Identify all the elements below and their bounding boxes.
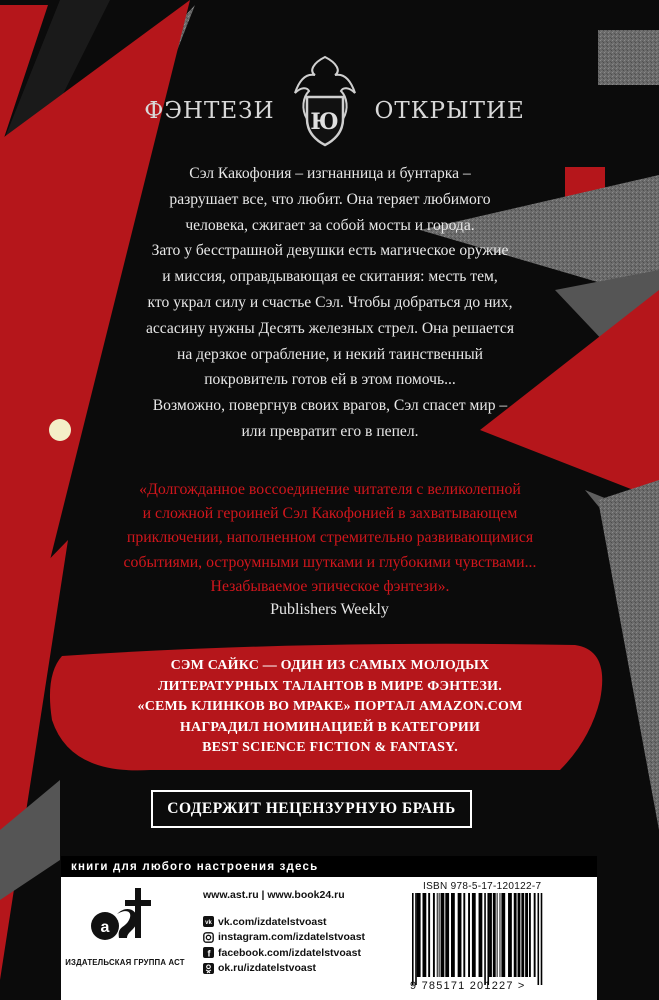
social-links [203, 914, 365, 976]
blurb-line: или превратит его в пепел. [241, 422, 419, 440]
barcode-bar [415, 893, 417, 985]
ok-icon [203, 963, 214, 974]
publisher-tagline: книги для любого настроения здесь [61, 856, 597, 877]
emblem-letter: Ю [309, 109, 340, 135]
publisher-footer [61, 856, 597, 1000]
barcode [408, 893, 584, 993]
banner-line: СЭМ САЙКС — ОДИН ИЗ САМЫХ МОЛОДЫХ [170, 658, 490, 673]
blurb-line: Зато у бесстрашной девушки есть магическое оружие [151, 242, 509, 260]
social-link-ok[interactable] [203, 961, 365, 977]
barcode-bar [472, 893, 476, 977]
review-quote [60, 478, 600, 599]
book-blurb [90, 161, 570, 445]
social-link-vk[interactable] [203, 914, 365, 930]
series-title-right: ОТКРЫТИЕ [374, 98, 525, 124]
barcode-bar [534, 893, 536, 977]
social-link-text: instagram.com/izdatelstvoast [218, 931, 366, 944]
blurb-line: Сэл Какофония – изгнанница и бунтарка – [189, 165, 471, 182]
barcode-bar [525, 893, 528, 977]
barcode-bar [445, 893, 449, 977]
svg-text:а: а [100, 919, 110, 936]
svg-text:f: f [207, 948, 211, 959]
quote-line: Незабываемое эпическое фэнтези». [210, 577, 450, 595]
blurb-line: человека, сжигает за собой мосты и города. [185, 216, 475, 234]
content-warning: СОДЕРЖИТ НЕЦЕНЗУРНУЮ БРАНЬ [151, 790, 472, 828]
social-link-text: vk.com/izdatelstvoast [218, 915, 327, 928]
barcode-bar [493, 893, 496, 977]
barcode-bar [428, 893, 430, 977]
series-title [0, 86, 659, 136]
barcode-bar [529, 893, 531, 977]
instagram-icon [203, 932, 214, 943]
barcode-bar [423, 893, 427, 977]
blurb-line: и миссия, оправдывающая ее скитания: месть тем, [162, 268, 498, 286]
barcode-bar [541, 893, 543, 985]
barcode-bar [518, 893, 521, 977]
social-link-facebook[interactable] [203, 945, 365, 961]
blurb-line: кто украл силу и счастье Сэл. Чтобы добраться до них, [147, 293, 513, 311]
blurb-line: покровитель готов ей в этом помочь... [204, 371, 456, 389]
quote-line: приключении, наполненном стремительно развивающимися [126, 529, 534, 547]
publisher-group-name: ИЗДАТЕЛЬСКАЯ ГРУППА АСТ [65, 958, 185, 967]
blurb-line: разрушает все, что любит. Она теряет любимого [169, 190, 491, 208]
facebook-icon [203, 947, 214, 958]
social-link-text: facebook.com/izdatelstvoast [218, 946, 361, 959]
barcode-bar [508, 893, 512, 977]
author-banner-text [115, 656, 545, 759]
ast-logo [83, 882, 153, 952]
barcode-digits: 9 785171 201227 > [410, 980, 526, 992]
isbn: ISBN 978-5-17-120122-7 [423, 881, 542, 892]
vk-icon [203, 916, 214, 927]
blurb-line: ассасину нужны Десять железных стрел. Она решается [145, 319, 515, 337]
barcode-bar [433, 893, 435, 977]
barcode-bar [484, 893, 486, 985]
blurb-line: Возможно, повергнув своих врагов, Сэл спасет мир – [152, 397, 508, 415]
cream-circle [49, 419, 71, 441]
barcode-bar [489, 893, 492, 977]
series-title-left: ФЭНТЕЗИ [144, 98, 275, 124]
banner-line: «СЕМЬ КЛИНКОВ ВО МРАКЕ» ПОРТАЛ AMAZON.COM [137, 699, 523, 714]
barcode-bar [437, 893, 438, 977]
barcode-bar [514, 893, 517, 977]
barcode-bar [538, 893, 540, 985]
barcode-bar [412, 893, 414, 985]
barcode-bar [497, 893, 498, 977]
quote-line: событиями, остроумными шутками и глубокими чувствами... [123, 553, 537, 571]
dragon-shield-emblem [285, 53, 365, 149]
social-link-instagram[interactable] [203, 930, 365, 946]
barcode-bar [521, 893, 524, 977]
barcode-bar [468, 893, 470, 977]
barcode-bar [487, 893, 489, 985]
barcode-bar [479, 893, 483, 977]
barcode-bar [451, 893, 455, 977]
barcode-bar [458, 893, 462, 977]
svg-text:vk: vk [205, 920, 212, 927]
quote-line: и сложной героиней Сэл Какофонией в захватывающем [142, 505, 518, 523]
quote-source: Publishers Weekly [270, 601, 389, 618]
barcode-bar [501, 893, 505, 977]
barcode-bar [417, 893, 421, 977]
banner-line: НАГРАДИЛ НОМИНАЦИЕЙ В КАТЕГОРИИ [179, 719, 481, 735]
banner-line: ЛИТЕРАТУРНЫХ ТАЛАНТОВ В МИРЕ ФЭНТЕЗИ. [158, 678, 502, 694]
barcode-bar [439, 893, 440, 977]
barcode-bar [500, 893, 501, 977]
blurb-line: на дерзкое ограбление, и некий таинственный [176, 345, 484, 363]
banner-line: BEST SCIENCE FICTION & FANTASY. [202, 740, 458, 755]
grey-triangle-bottom-right [598, 480, 659, 830]
grey-square-top-right [598, 30, 659, 85]
barcode-bar [441, 893, 445, 977]
social-link-text: ok.ru/izdatelstvoast [218, 962, 317, 975]
publisher-websites[interactable]: www.ast.ru | www.book24.ru [203, 889, 345, 901]
barcode-bar [463, 893, 465, 977]
quote-line: «Долгожданное воссоединение читателя с великолепной [139, 481, 521, 498]
